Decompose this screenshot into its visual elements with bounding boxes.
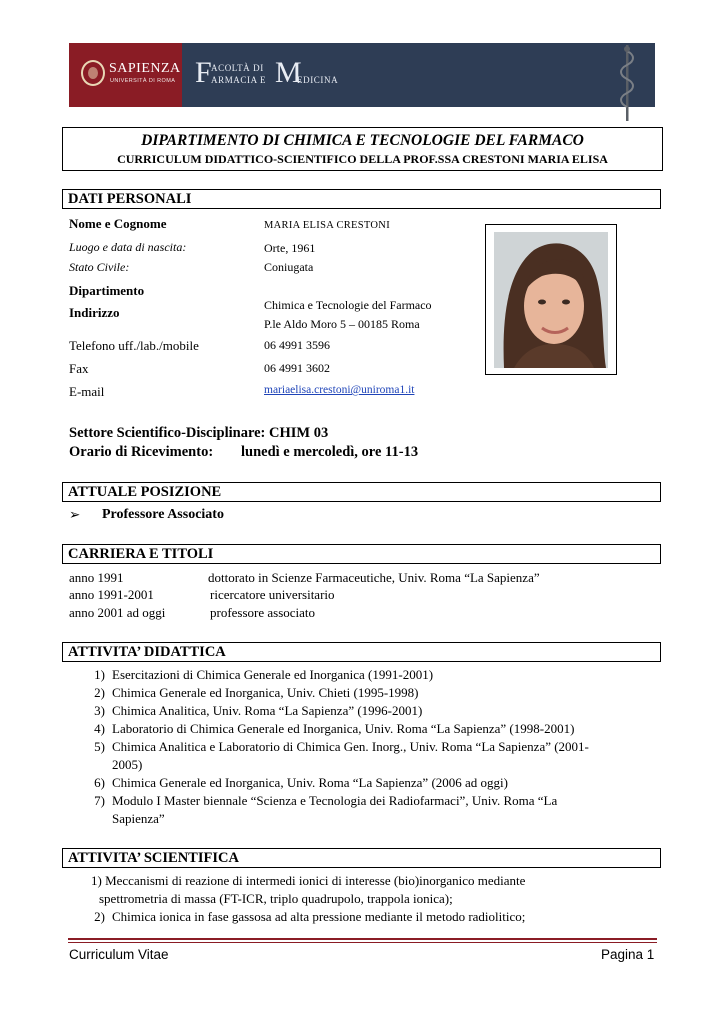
teaching-item-number: 6) (94, 775, 105, 790)
email-link[interactable]: mariaelisa.crestoni@uniroma1.it (264, 384, 415, 396)
email-label: E-mail (69, 384, 105, 399)
teaching-item: Chimica Generale ed Inorganica, Univ. Roma “La Sapienza” (2006 ad oggi) (112, 775, 508, 790)
faculty-line2: ARMACIA E (211, 75, 267, 85)
section-position-heading: ATTUALE POSIZIONE (62, 482, 661, 502)
career-desc: ricercatore universitario (210, 587, 335, 602)
teaching-item: Esercitazioni di Chimica Generale ed Inorganica (1991-2001) (112, 667, 434, 682)
department-title: DIPARTIMENTO DI CHIMICA E TECNOLOGIE DEL FARMACO (141, 132, 584, 149)
phone-label: Telefono uff./lab./mobile (69, 338, 199, 353)
teaching-item-number: 1) (94, 667, 105, 682)
portrait-image (494, 232, 608, 368)
teaching-item-number: 5) (94, 739, 105, 754)
position-value: Professore Associato (102, 507, 224, 522)
teaching-item: Modulo I Master biennale “Scienza e Tecnologia dei Radiofarmaci”, Univ. Roma “La (112, 793, 558, 808)
university-name: SAPIENZA (109, 61, 181, 76)
teaching-item: Laboratorio di Chimica Generale ed Inorganica, Univ. Roma “La Sapienza” (1998-2001) (112, 721, 575, 736)
footer-divider (68, 938, 657, 940)
career-desc: professore associato (210, 605, 316, 620)
fax-value: 06 4991 3602 (264, 361, 330, 375)
teaching-item: Chimica Analitica, Univ. Roma “La Sapienza” (1996-2001) (112, 703, 423, 718)
section-career-heading: CARRIERA E TITOLI (62, 544, 661, 564)
cv-subtitle: CURRICULUM DIDATTICO-SCIENTIFICO DELLA PROF.SSA CRESTONI MARIA ELISA (117, 152, 608, 166)
birth-label: Luogo e data di nascita: (69, 240, 187, 254)
teaching-item: Chimica Analitica e Laboratorio di Chimica Gen. Inorg., Univ. Roma “La Sapienza” (2001- (112, 739, 589, 754)
research-item-continuation: spettrometria di massa (FT-ICR, triplo quadrupolo, trappola ionica); (99, 891, 453, 906)
document-title-box (62, 127, 663, 171)
dept-value: Chimica e Tecnologie del Farmaco (264, 298, 432, 312)
teaching-item-number: 4) (94, 721, 105, 736)
address-value: P.le Aldo Moro 5 – 00185 Roma (264, 317, 420, 331)
section-personal-heading: DATI PERSONALI (62, 189, 661, 209)
page-number: Pagina 1 (601, 947, 655, 962)
research-item-number: 2) (94, 909, 105, 924)
section-teaching-heading: ATTIVITA’ DIDATTICA (62, 642, 661, 662)
section-research-heading: ATTIVITA’ SCIENTIFICA (62, 848, 661, 868)
office-hours-label: Orario di Ricevimento: (69, 444, 214, 460)
university-logo-block (69, 43, 182, 107)
career-year: anno 2001 ad oggi (69, 605, 166, 620)
arrow-bullet-icon: ➢ (69, 507, 81, 522)
footer-divider-thin (68, 942, 657, 943)
teaching-item: Chimica Generale ed Inorganica, Univ. Chieti (1995-1998) (112, 685, 419, 700)
name-value: MARIA ELISA CRESTONI (264, 220, 390, 231)
dept-label: Dipartimento (69, 283, 145, 298)
teaching-item-continuation: Sapienza” (112, 811, 165, 826)
research-item: 1) Meccanismi di reazione di intermedi ionici di interesse (bio)inorganico mediante (91, 873, 526, 888)
career-year: anno 1991-2001 (69, 587, 154, 602)
teaching-item-number: 2) (94, 685, 105, 700)
faculty-initial-m: M (275, 56, 302, 89)
career-desc: dottorato in Scienze Farmaceutiche, Univ. Roma “La Sapienza” (208, 570, 540, 585)
portrait-icon (494, 232, 608, 368)
fax-label: Fax (69, 361, 89, 376)
university-subtitle: UNIVERSITÀ DI ROMA (110, 78, 176, 84)
birth-value: Orte, 1961 (264, 241, 316, 255)
career-year: anno 1991 (69, 570, 124, 585)
university-seal-icon (81, 60, 105, 86)
teaching-item-number: 7) (94, 793, 105, 808)
research-item: Chimica ionica in fase gassosa ad alta pressione mediante il metodo radiolitico; (112, 909, 526, 924)
civil-label: Stato Civile: (69, 260, 130, 274)
office-hours-value: lunedì e mercoledì, ore 11-13 (241, 444, 419, 460)
portrait-photo (485, 224, 617, 375)
teaching-item-continuation: 2005) (112, 757, 143, 772)
caduceus-icon (617, 43, 637, 123)
header-banner (69, 43, 655, 107)
name-label: Nome e Cognome (69, 216, 167, 231)
phone-value: 06 4991 3596 (264, 338, 330, 352)
civil-value: Coniugata (264, 260, 314, 274)
faculty-line3: EDICINA (297, 75, 339, 85)
footer-left: Curriculum Vitae (69, 947, 169, 962)
faculty-initial-f: F (195, 56, 212, 89)
sector-line: Settore Scientifico-Disciplinare: CHIM 03 (69, 425, 329, 441)
address-label: Indirizzo (69, 305, 120, 320)
faculty-line1: ACOLTÀ DI (211, 63, 264, 73)
teaching-item-number: 3) (94, 703, 105, 718)
